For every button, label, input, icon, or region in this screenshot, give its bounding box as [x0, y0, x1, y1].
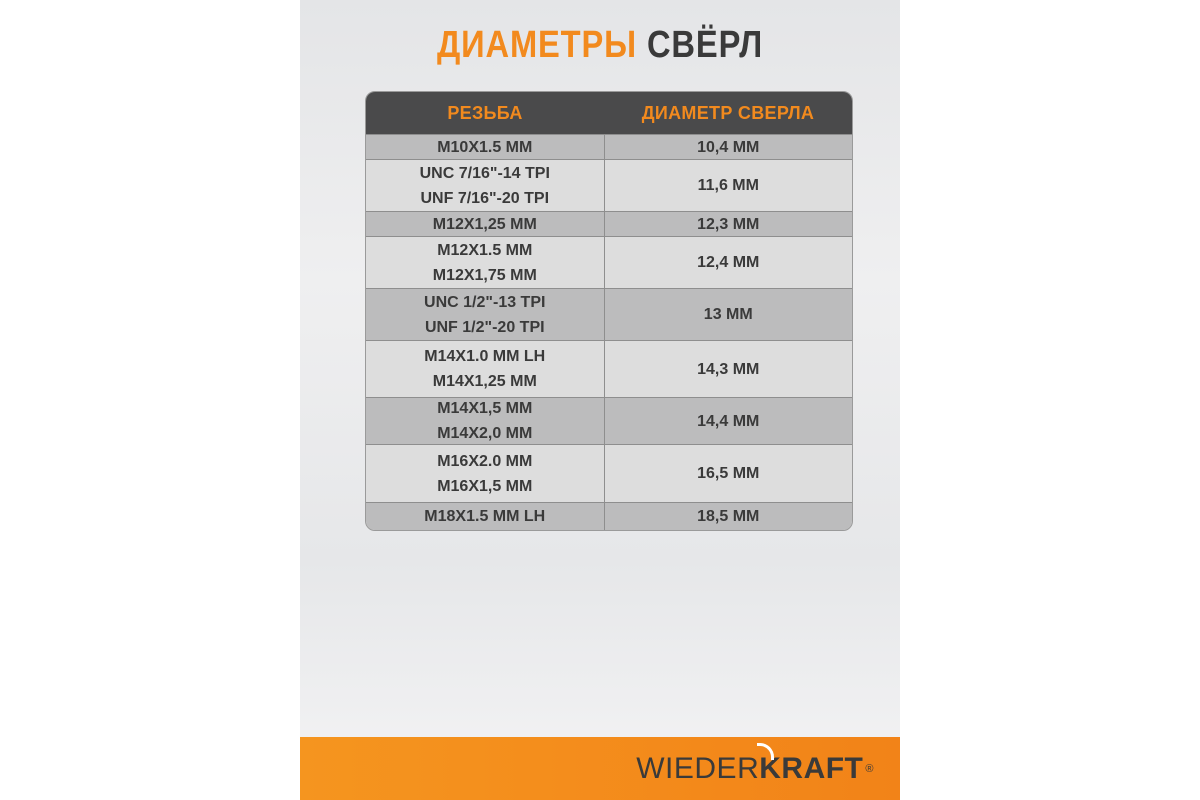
thread-value: M14X1,5 MM [437, 400, 533, 417]
diameter-cell: 13 MM [703, 306, 753, 323]
thread-value: UNF 1/2"-20 TPI [424, 318, 545, 336]
thread-value: M14X1,25 MM [432, 373, 537, 390]
brand-footer [300, 737, 900, 800]
table-row [366, 397, 852, 444]
title-part-2: СВЁРЛ [646, 24, 763, 66]
header-diameter: ДИАМЕТР СВЕРЛА [641, 102, 815, 123]
diameter-cell: 10,4 MM [697, 138, 760, 156]
thread-value: M12X1,25 MM [432, 215, 537, 233]
table-row [366, 288, 852, 340]
thread-value: UNC 1/2"-13 TPI [424, 293, 546, 311]
table-row [366, 444, 852, 502]
registered-mark: ® [865, 763, 874, 775]
logo-arc-icon [757, 743, 774, 760]
table-header [366, 92, 852, 134]
product-card [300, 0, 900, 800]
thread-cell [366, 237, 605, 288]
thread-cell [366, 503, 605, 530]
table-row [366, 340, 852, 397]
thread-cell [366, 289, 605, 340]
diameter-cell: 11,6 MM [697, 177, 759, 194]
thread-value: M14X1.0 MM LH [424, 348, 546, 365]
thread-cell [366, 398, 605, 444]
table-row [366, 134, 852, 159]
table-row [366, 211, 852, 236]
thread-value: M16X1,5 MM [437, 477, 533, 495]
thread-cell [366, 341, 605, 397]
table-row [366, 502, 852, 530]
header-thread: РЕЗЬБА [447, 102, 523, 123]
thread-cell [366, 212, 605, 236]
diameter-cell: 12,4 MM [697, 254, 760, 271]
logo-word-2: KRAFT [759, 752, 864, 785]
page-title [342, 20, 858, 70]
thread-value: M18X1.5 MM LH [424, 508, 546, 525]
title-part-1: ДИАМЕТРЫ [436, 24, 638, 66]
thread-value: M12X1,75 MM [432, 266, 537, 284]
thread-value: M16X2.0 MM [437, 452, 533, 470]
drill-diameter-table [365, 91, 853, 531]
thread-cell [366, 135, 605, 159]
thread-cell [366, 445, 605, 502]
table-row [366, 159, 852, 211]
diameter-cell: 12,3 MM [697, 215, 760, 233]
logo-word-1: WIEDER [636, 752, 760, 785]
diameter-cell: 14,3 MM [697, 360, 760, 378]
wiederkraft-logo [636, 747, 874, 791]
diameter-cell: 14,4 MM [697, 412, 760, 430]
thread-cell [366, 160, 605, 211]
thread-value: UNC 7/16"-14 TPI [419, 164, 550, 182]
thread-value: UNF 7/16"-20 TPI [420, 189, 550, 207]
thread-value: M14X2,0 MM [437, 425, 533, 442]
diameter-cell: 18,5 MM [697, 508, 760, 525]
thread-value: M12X1.5 MM [437, 241, 533, 259]
thread-value: M10X1.5 MM [437, 138, 533, 156]
diameter-cell: 16,5 MM [697, 465, 760, 482]
table-row [366, 236, 852, 288]
